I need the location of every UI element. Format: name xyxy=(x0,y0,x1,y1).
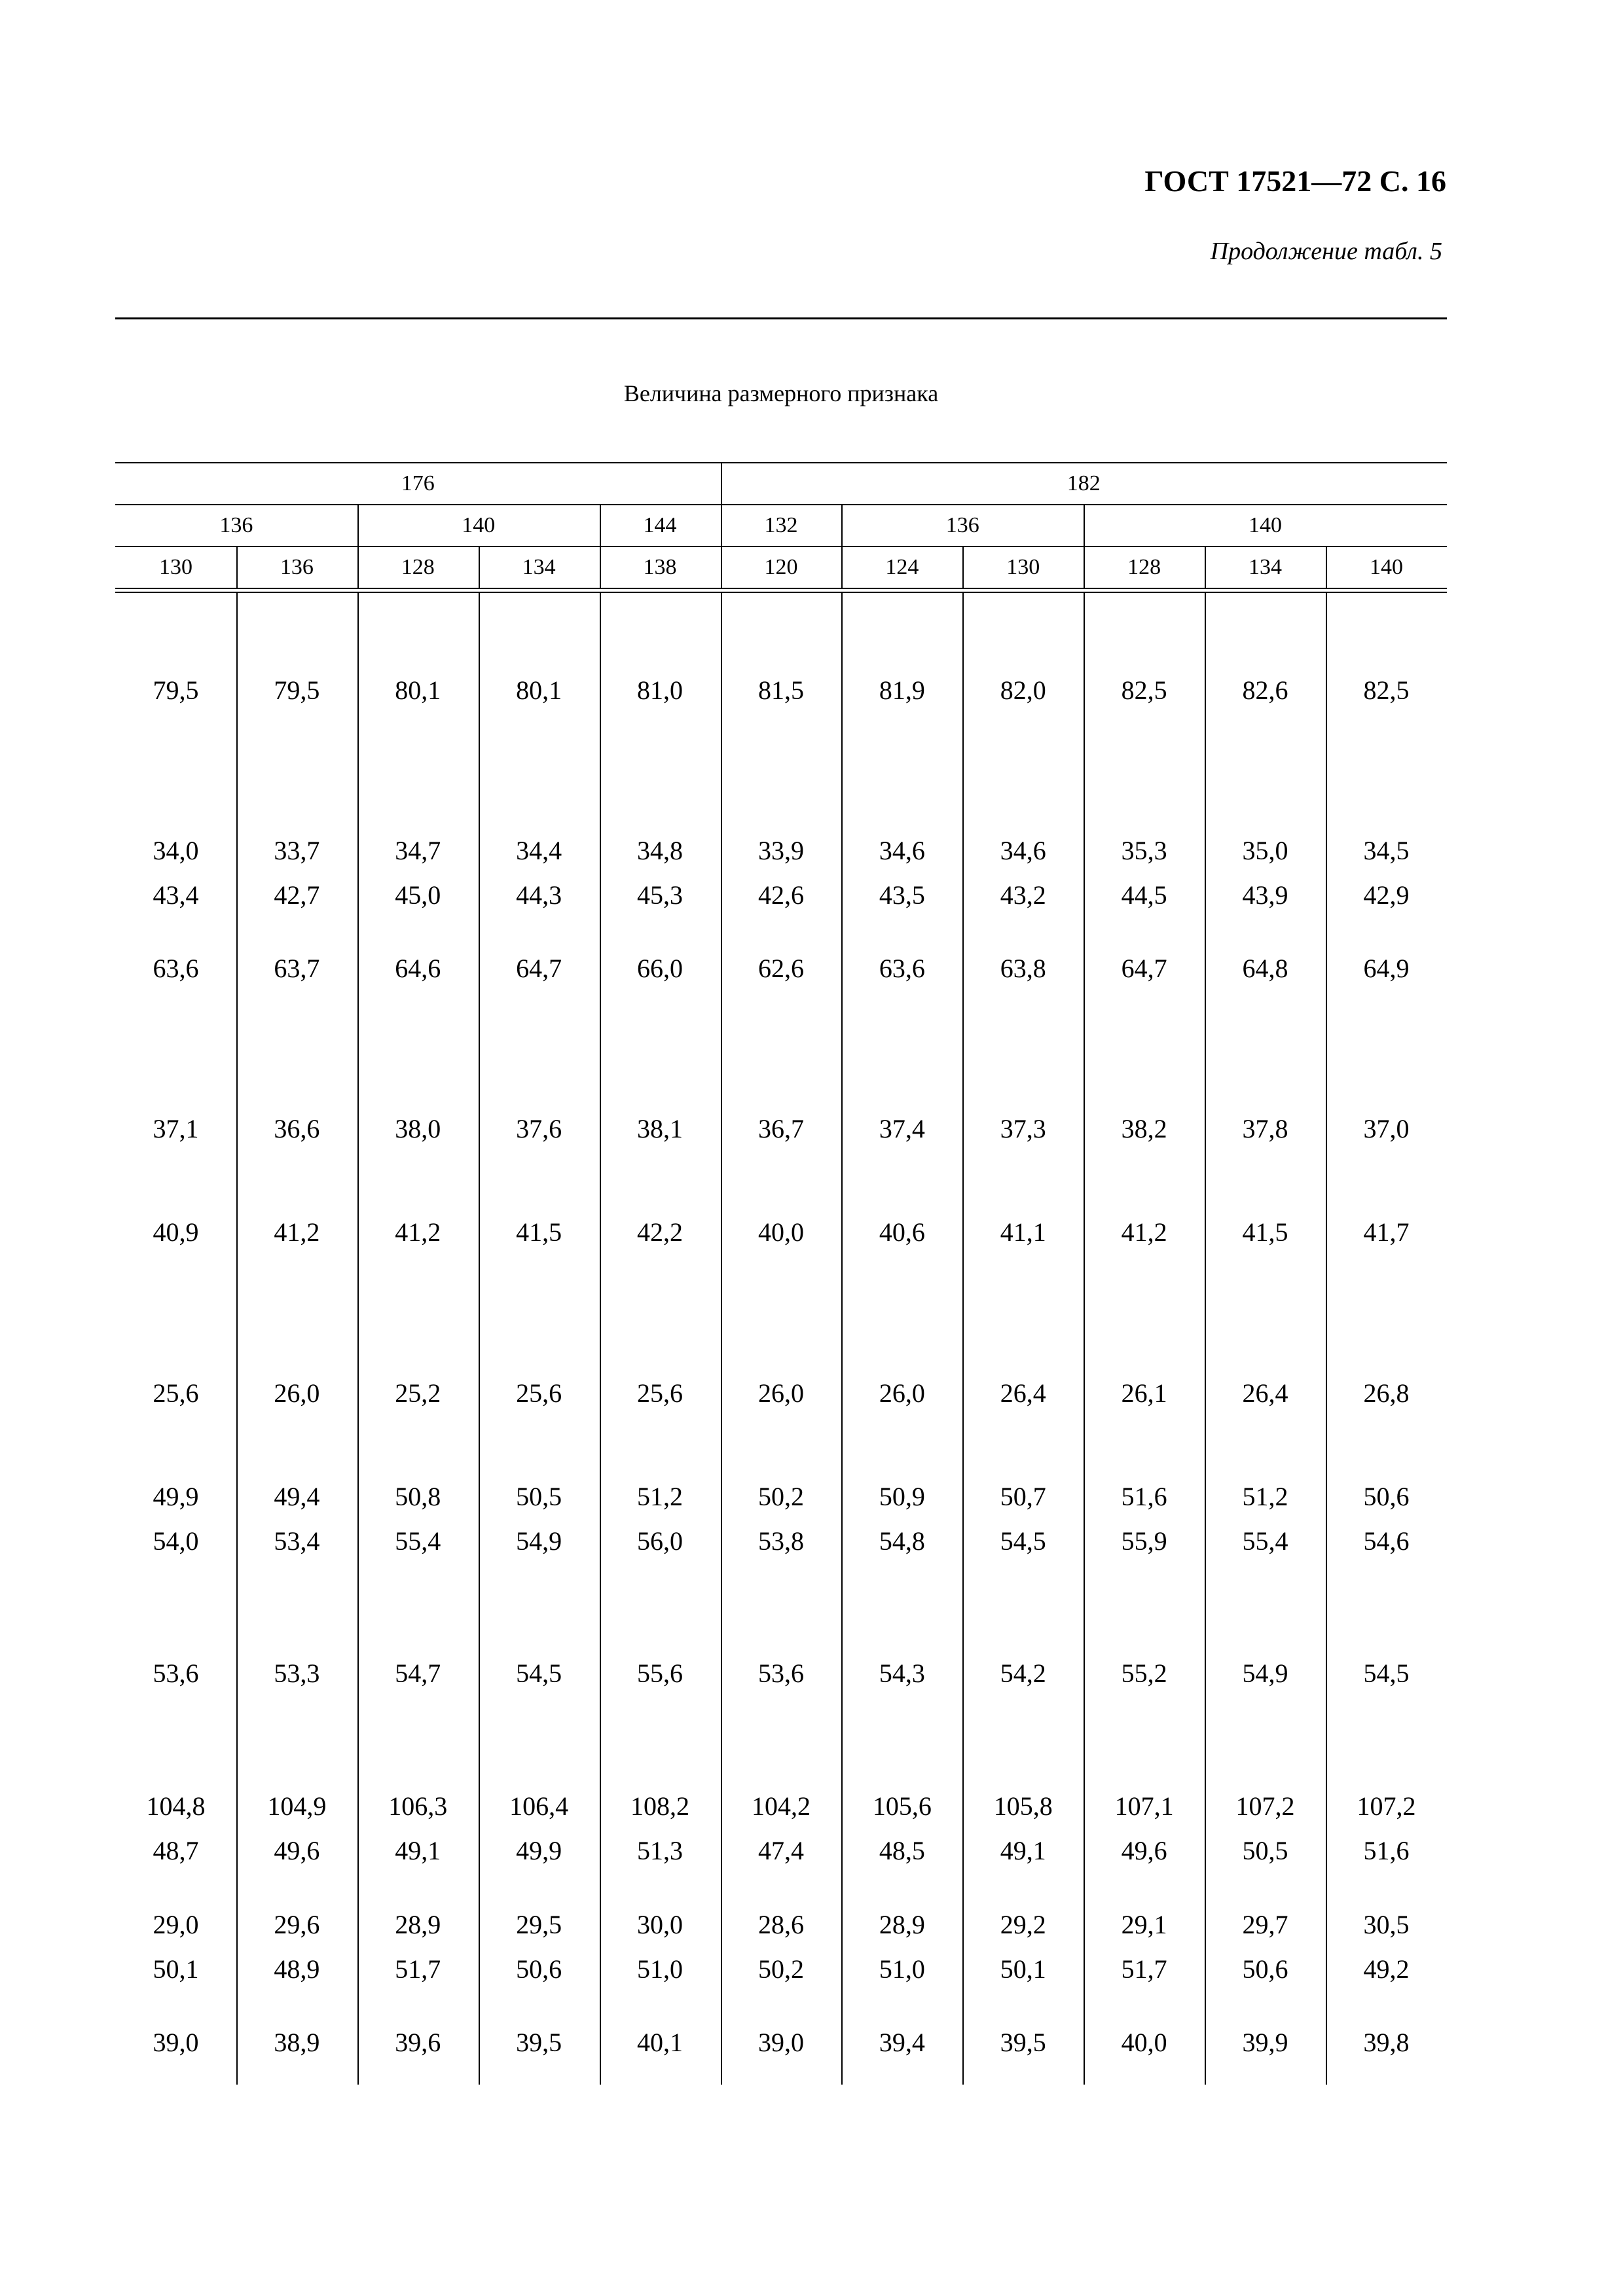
table-cell: 36,6 xyxy=(274,1114,320,1143)
table-cell: 82,5 xyxy=(1363,675,1410,705)
table-cell: 54,7 xyxy=(395,1659,441,1688)
table-cell: 47,4 xyxy=(757,1836,804,1865)
table-cell: 51,0 xyxy=(879,1954,925,1984)
table-cell: 34,5 xyxy=(1363,836,1410,865)
table-cell: 41,7 xyxy=(1363,1217,1410,1247)
header-chest-group: 132 xyxy=(764,513,798,537)
table-cell: 54,2 xyxy=(1000,1659,1046,1688)
table-cell: 50,6 xyxy=(1242,1954,1288,1984)
table-cell: 39,4 xyxy=(879,2028,925,2057)
header-column: 130 xyxy=(1006,555,1040,579)
table-cell: 40,0 xyxy=(757,1217,804,1247)
table-cell: 30,5 xyxy=(1363,1910,1410,1939)
table-cell: 51,7 xyxy=(1121,1954,1167,1984)
table-cell: 50,6 xyxy=(1363,1482,1410,1511)
table-cell: 28,6 xyxy=(757,1910,804,1939)
table-cell: 49,9 xyxy=(153,1482,199,1511)
table-cell: 25,6 xyxy=(516,1378,562,1408)
table-cell: 50,5 xyxy=(516,1482,562,1511)
table-cell: 33,7 xyxy=(274,836,320,865)
table-cell: 38,2 xyxy=(1121,1114,1167,1143)
table-cell: 43,2 xyxy=(1000,880,1046,910)
table-cell: 49,1 xyxy=(395,1836,441,1865)
header-vline xyxy=(479,546,480,589)
table-cell: 45,0 xyxy=(395,880,441,910)
table-cell: 37,4 xyxy=(879,1114,925,1143)
table-cell: 49,4 xyxy=(274,1482,320,1511)
header-column: 130 xyxy=(158,555,192,579)
table-cell: 104,2 xyxy=(751,1791,811,1821)
table-cell: 54,9 xyxy=(1242,1659,1288,1688)
table-cell: 54,8 xyxy=(879,1526,925,1556)
table-cell: 50,2 xyxy=(757,1482,804,1511)
table-cell: 49,6 xyxy=(1121,1836,1167,1865)
table-cell: 41,1 xyxy=(1000,1217,1046,1247)
table-cell: 40,9 xyxy=(153,1217,199,1247)
header-column: 134 xyxy=(522,555,556,579)
table-cell: 54,9 xyxy=(516,1526,562,1556)
table-cell: 51,0 xyxy=(637,1954,684,1984)
table-cell: 64,8 xyxy=(1242,954,1288,983)
table-cell: 80,1 xyxy=(395,675,441,705)
table-cell: 51,6 xyxy=(1121,1482,1167,1511)
header-column: 124 xyxy=(885,555,919,579)
table-cell: 55,2 xyxy=(1121,1659,1167,1688)
header-chest-group: 136 xyxy=(219,513,253,537)
table-cell: 41,2 xyxy=(1121,1217,1167,1247)
header-column: 134 xyxy=(1249,555,1283,579)
table-cell: 55,4 xyxy=(395,1526,441,1556)
table-header xyxy=(115,462,1447,589)
header-column: 128 xyxy=(401,555,435,579)
table-cell: 30,0 xyxy=(637,1910,684,1939)
table-cell: 79,5 xyxy=(274,675,320,705)
header-column: 136 xyxy=(280,555,314,579)
table-cell: 55,6 xyxy=(637,1659,684,1688)
page-header-title: ГОСТ 17521—72 С. 16 xyxy=(1144,164,1446,198)
table-cell: 50,7 xyxy=(1000,1482,1046,1511)
table-cell: 28,9 xyxy=(879,1910,925,1939)
table-cell: 105,8 xyxy=(993,1791,1053,1821)
table-cell: 48,7 xyxy=(153,1836,199,1865)
table-cell: 34,0 xyxy=(153,836,199,865)
table-cell: 40,1 xyxy=(637,2028,684,2057)
table-cell: 50,1 xyxy=(1000,1954,1046,1984)
header-vline xyxy=(962,546,964,589)
table-cell: 26,0 xyxy=(274,1378,320,1408)
table-cell: 39,0 xyxy=(757,2028,804,2057)
table-cell: 51,3 xyxy=(637,1836,684,1865)
table-cell: 106,4 xyxy=(509,1791,569,1821)
table-cell: 49,6 xyxy=(274,1836,320,1865)
header-height-group: 176 xyxy=(401,471,435,495)
table-cell: 50,9 xyxy=(879,1482,925,1511)
table-cell: 108,2 xyxy=(630,1791,690,1821)
table-cell: 106,3 xyxy=(388,1791,448,1821)
table-cell: 63,6 xyxy=(879,954,925,983)
table-cell: 34,6 xyxy=(1000,836,1046,865)
table-cell: 39,8 xyxy=(1363,2028,1410,2057)
header-column: 140 xyxy=(1369,555,1403,579)
table-cell: 29,6 xyxy=(274,1910,320,1939)
table-cell: 37,8 xyxy=(1242,1114,1288,1143)
table-cell: 25,6 xyxy=(637,1378,684,1408)
table-cell: 26,8 xyxy=(1363,1378,1410,1408)
table-cell: 64,7 xyxy=(516,954,562,983)
table-cell: 45,3 xyxy=(637,880,684,910)
table-cell: 81,0 xyxy=(637,675,684,705)
table-cell: 29,0 xyxy=(153,1910,199,1939)
table-cell: 33,9 xyxy=(757,836,804,865)
table-cell: 82,5 xyxy=(1121,675,1167,705)
header-column: 128 xyxy=(1127,555,1161,579)
table-cell: 63,8 xyxy=(1000,954,1046,983)
table-cell: 80,1 xyxy=(516,675,562,705)
header-vline xyxy=(1084,504,1085,589)
table-cell: 104,9 xyxy=(267,1791,327,1821)
table-cell: 37,1 xyxy=(153,1114,199,1143)
table-cell: 35,3 xyxy=(1121,836,1167,865)
table-cell: 29,7 xyxy=(1242,1910,1288,1939)
table-cell: 54,5 xyxy=(1363,1659,1410,1688)
top-rule xyxy=(115,317,1447,319)
table-cell: 25,2 xyxy=(395,1378,441,1408)
table-cell: 28,9 xyxy=(395,1910,441,1939)
table-cell: 64,7 xyxy=(1121,954,1167,983)
table-cell: 34,4 xyxy=(516,836,562,865)
header-column: 138 xyxy=(643,555,677,579)
header-column: 120 xyxy=(764,555,798,579)
header-rule xyxy=(115,588,1447,589)
table-cell: 25,6 xyxy=(153,1378,199,1408)
table-cell: 39,0 xyxy=(153,2028,199,2057)
table-cell: 51,2 xyxy=(637,1482,684,1511)
table-cell: 34,6 xyxy=(879,836,925,865)
table-cell: 64,9 xyxy=(1363,954,1410,983)
table-cell: 54,0 xyxy=(153,1526,199,1556)
table-cell: 37,6 xyxy=(516,1114,562,1143)
table-cell: 48,5 xyxy=(879,1836,925,1865)
table-cell: 54,6 xyxy=(1363,1526,1410,1556)
table-cell: 43,4 xyxy=(153,880,199,910)
table-cell: 81,5 xyxy=(757,675,804,705)
table-cell: 39,6 xyxy=(395,2028,441,2057)
table-cell: 79,5 xyxy=(153,675,199,705)
table-cell: 53,4 xyxy=(274,1526,320,1556)
table-cell: 81,9 xyxy=(879,675,925,705)
table-cell: 40,0 xyxy=(1121,2028,1167,2057)
table-cell: 36,7 xyxy=(757,1114,804,1143)
header-vline xyxy=(600,504,601,589)
table-cell: 63,6 xyxy=(153,954,199,983)
table-cell: 54,3 xyxy=(879,1659,925,1688)
table-cell: 41,2 xyxy=(395,1217,441,1247)
table-cell: 42,9 xyxy=(1363,880,1410,910)
table-cell: 49,9 xyxy=(516,1836,562,1865)
table-cell: 107,1 xyxy=(1114,1791,1174,1821)
table-cell: 43,9 xyxy=(1242,880,1288,910)
table-cell: 26,0 xyxy=(757,1378,804,1408)
table-cell: 104,8 xyxy=(146,1791,206,1821)
header-vline xyxy=(1326,546,1327,589)
header-height-group: 182 xyxy=(1067,471,1101,495)
table-cell: 66,0 xyxy=(637,954,684,983)
table-cell: 107,2 xyxy=(1235,1791,1295,1821)
table-cell: 49,1 xyxy=(1000,1836,1046,1865)
header-vline xyxy=(1205,546,1206,589)
table-cell: 37,0 xyxy=(1363,1114,1410,1143)
table-continuation-note: Продолжение табл. 5 xyxy=(1210,238,1442,265)
table-cell: 44,3 xyxy=(516,880,562,910)
header-vline xyxy=(841,504,843,589)
table-cell: 50,5 xyxy=(1242,1836,1288,1865)
table-cell: 50,8 xyxy=(395,1482,441,1511)
table-cell: 38,9 xyxy=(274,2028,320,2057)
table-cell: 44,5 xyxy=(1121,880,1167,910)
table-cell: 34,8 xyxy=(637,836,684,865)
table-cell: 40,6 xyxy=(879,1217,925,1247)
table-cell: 53,6 xyxy=(153,1659,199,1688)
table-cell: 53,6 xyxy=(757,1659,804,1688)
table-cell: 38,1 xyxy=(637,1114,684,1143)
header-vline xyxy=(357,504,359,589)
table-cell: 55,4 xyxy=(1242,1526,1288,1556)
header-vline xyxy=(236,546,238,589)
table-cell: 42,2 xyxy=(637,1217,684,1247)
table-cell: 39,5 xyxy=(516,2028,562,2057)
table-cell: 26,0 xyxy=(879,1378,925,1408)
table-cell: 50,1 xyxy=(153,1954,199,1984)
table-cell: 38,0 xyxy=(395,1114,441,1143)
table-cell: 42,7 xyxy=(274,880,320,910)
header-chest-group: 144 xyxy=(643,513,677,537)
table-cell: 29,5 xyxy=(516,1910,562,1939)
table-cell: 54,5 xyxy=(1000,1526,1046,1556)
table-cell: 56,0 xyxy=(637,1526,684,1556)
table-cell: 42,6 xyxy=(757,880,804,910)
table-cell: 51,7 xyxy=(395,1954,441,1984)
table-cell: 37,3 xyxy=(1000,1114,1046,1143)
header-chest-group: 140 xyxy=(462,513,496,537)
table-cell: 26,4 xyxy=(1242,1378,1288,1408)
table-cell: 35,0 xyxy=(1242,836,1288,865)
table-cell: 105,6 xyxy=(872,1791,932,1821)
table-cell: 55,9 xyxy=(1121,1526,1167,1556)
table-cell: 48,9 xyxy=(274,1954,320,1984)
table-cell: 50,6 xyxy=(516,1954,562,1984)
table-cell: 63,7 xyxy=(274,954,320,983)
table-cell: 41,5 xyxy=(516,1217,562,1247)
table-cell: 62,6 xyxy=(757,954,804,983)
header-chest-group: 140 xyxy=(1249,513,1283,537)
header-vline xyxy=(721,462,722,589)
table-cell: 41,2 xyxy=(274,1217,320,1247)
table-cell: 51,6 xyxy=(1363,1836,1410,1865)
table-cell: 39,9 xyxy=(1242,2028,1288,2057)
table-cell: 26,4 xyxy=(1000,1378,1046,1408)
table-cell: 29,2 xyxy=(1000,1910,1046,1939)
table-cell: 34,7 xyxy=(395,836,441,865)
table-cell: 29,1 xyxy=(1121,1910,1167,1939)
header-chest-group: 136 xyxy=(945,513,979,537)
table-cell: 49,2 xyxy=(1363,1954,1410,1984)
table-cell: 82,6 xyxy=(1242,675,1288,705)
table-cell: 51,2 xyxy=(1242,1482,1288,1511)
table-cell: 50,2 xyxy=(757,1954,804,1984)
table-cell: 107,2 xyxy=(1357,1791,1416,1821)
table-cell: 39,5 xyxy=(1000,2028,1046,2057)
table-caption: Величина размерного признака xyxy=(623,380,939,406)
table-cell: 53,8 xyxy=(757,1526,804,1556)
table-body xyxy=(115,592,1447,2085)
table-cell: 43,5 xyxy=(879,880,925,910)
table-cell: 41,5 xyxy=(1242,1217,1288,1247)
table-cell: 54,5 xyxy=(516,1659,562,1688)
table-cell: 82,0 xyxy=(1000,675,1046,705)
table-cell: 64,6 xyxy=(395,954,441,983)
table-cell: 53,3 xyxy=(274,1659,320,1688)
table-cell: 26,1 xyxy=(1121,1378,1167,1408)
